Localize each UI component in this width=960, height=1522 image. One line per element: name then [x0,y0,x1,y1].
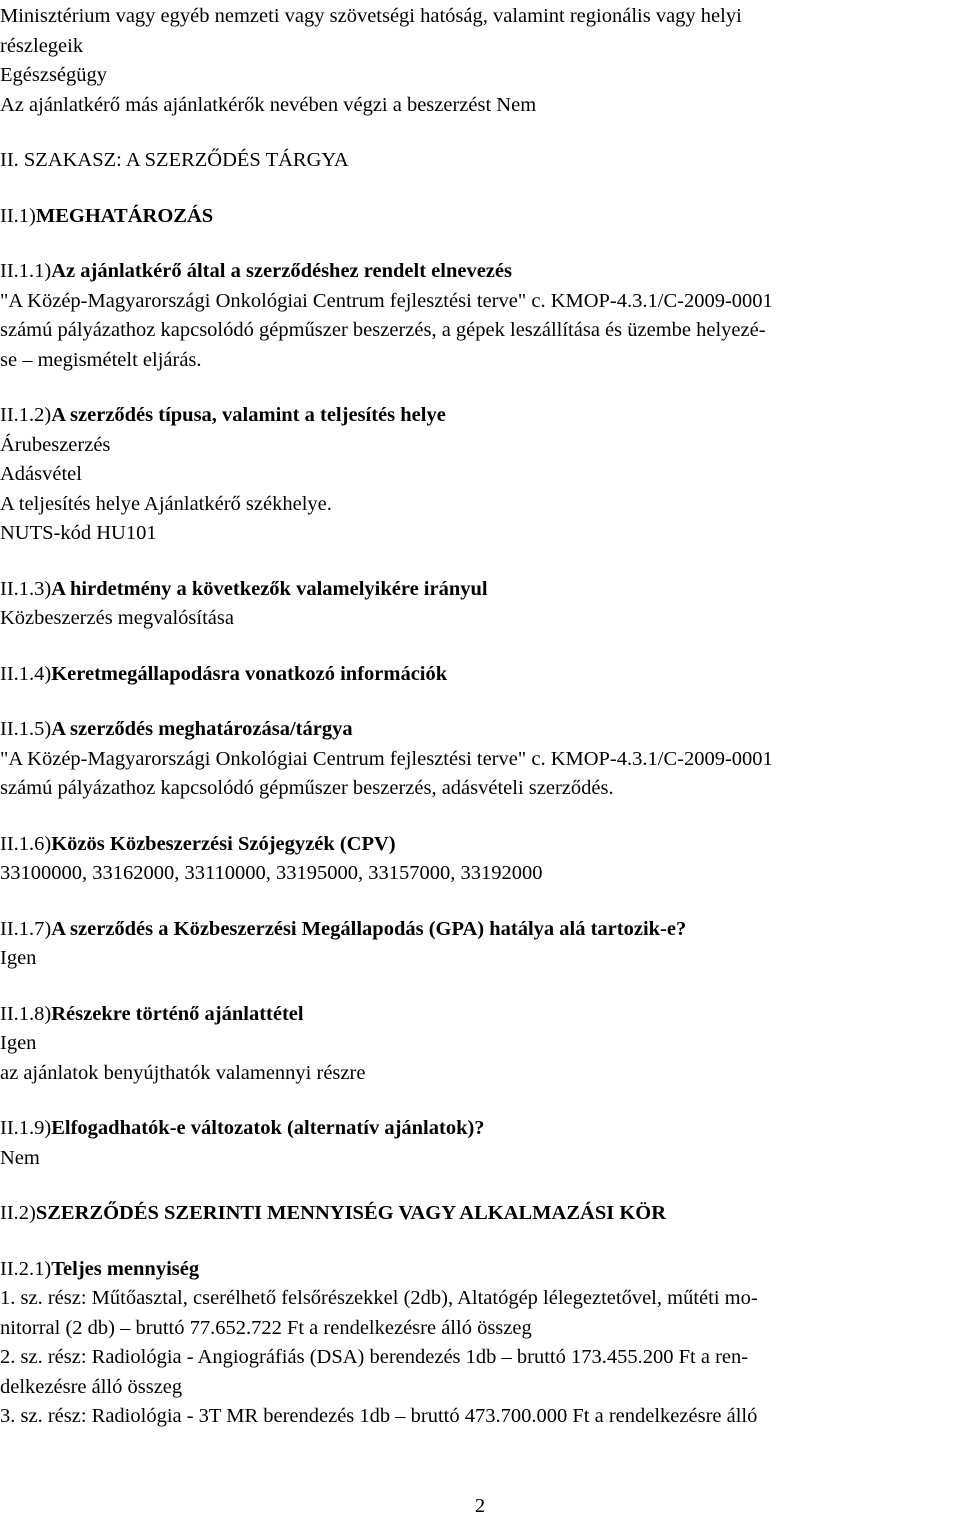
body-line: 1. sz. rész: Műtőasztal, cserélhető felsőrészekkel (2db), Altatógép lélegeztetővel, műtéti mo- [0,1287,758,1309]
heading-ii-1-9 [0,1114,958,1144]
header-line: Egészségügy [0,64,108,86]
body-line: "A Közép-Magyarországi Onkológiai Centrum fejlesztési terve" c. KMOP-4.3.1/C-2009-0001 [0,747,773,770]
heading-number: II.1.1) [0,260,52,282]
heading-title: SZERZŐDÉS SZERINTI MENNYISÉG VAGY ALKALMAZÁSI KÖR [35,1202,667,1224]
heading-ii-1-2 [0,401,958,431]
heading-title: Elfogadhatók-e változatok (alternatív ajánlatok)? [51,1117,485,1139]
document-page [0,2,958,1432]
body-line: A teljesítés helye Ajánlatkérő székhelye. [0,492,332,515]
heading-number: II.1.9) [0,1117,52,1139]
heading-number: II.1.8) [0,1002,52,1025]
heading-title: Az ajánlatkérő által a szerződéshez rendelt elnevezés [51,260,512,282]
heading-ii-1-1 [0,257,958,287]
header-line: Az ajánlatkérő más ajánlatkérők nevében végzi a beszerzést Nem [0,93,537,116]
heading-title: Részekre történő ajánlattétel [51,1002,304,1025]
body-line: Igen [0,947,37,969]
heading-title: MEGHATÁROZÁS [35,204,214,227]
heading-number: II.2) [0,1202,36,1224]
body-line: se – megismételt eljárás. [0,348,202,371]
body-line: "A Közép-Magyarországi Onkológiai Centrum fejlesztési terve" c. KMOP-4.3.1/C-2009-0001 [0,289,773,312]
heading-title: A szerződés meghatározása/tárgya [51,718,353,740]
heading-number: II.1.2) [0,404,52,426]
header-line: Minisztérium vagy egyéb nemzeti vagy szövetségi hatóság, valamint regionális vagy helyi [0,5,742,27]
heading-title: A hirdetmény a következők valamelyikére irányul [51,577,488,600]
heading-number: II.1.7) [0,917,52,940]
body-line: 2. sz. rész: Radiológia - Angiográfiás (DSA) berendezés 1db – bruttó 173.455.200 Ft a ren- [0,1346,749,1368]
section-title: II. SZAKASZ: A SZERZŐDÉS TÁRGYA [0,149,349,171]
heading-title: Keretmegállapodásra vonatkozó információk [51,662,448,685]
body-line: számú pályázathoz kapcsolódó gépműszer beszerzés, adásvételi szerződés. [0,777,614,799]
body-line: NUTS-kód HU101 [0,522,157,544]
body-line: Nem [0,1146,40,1169]
body-line: nitorral (2 db) – bruttó 77.652.722 Ft a rendelkezésre álló összeg [0,1316,532,1339]
heading-number: II.2.1) [0,1257,52,1280]
heading-ii-1-5 [0,715,958,745]
heading-number: II.1.3) [0,577,52,600]
body-line: delkezésre álló összeg [0,1375,183,1398]
heading-ii-2 [0,1199,958,1229]
cpv-codes: 33100000, 33162000, 33110000, 33195000, 33157000, 33192000 [0,862,543,884]
body-line: az ajánlatok benyújthatók valamennyi részre [0,1061,366,1084]
page-number: 2 [474,1495,486,1517]
body-line: Adásvétel [0,463,82,485]
body-line: Árubeszerzés [0,433,111,456]
body-line: számú pályázathoz kapcsolódó gépműszer beszerzés, a gépek leszállítása és üzembe helyezé- [0,319,766,341]
heading-ii-1-7 [0,915,958,945]
heading-title: A szerződés a Közbeszerzési Megállapodás (GPA) hatálya alá tartozik-e? [51,917,687,940]
header-line: részlegeik [0,34,84,57]
heading-title: Közös Közbeszerzési Szójegyzék (CPV) [51,832,396,855]
body-line: 3. sz. rész: Radiológia - 3T MR berendezés 1db – bruttó 473.700.000 Ft a rendelkezésre álló [0,1405,758,1427]
heading-number: II.1) [0,204,36,227]
heading-ii-1-4 [0,660,958,690]
body-line: Közbeszerzés megvalósítása [0,607,234,629]
heading-title: Teljes mennyiség [51,1257,200,1280]
heading-title: A szerződés típusa, valamint a teljesítés helye [51,404,446,426]
heading-number: II.1.6) [0,832,52,855]
heading-ii-1-6 [0,830,958,860]
body-line: Igen [0,1032,37,1054]
heading-ii-1-3 [0,575,958,605]
heading-ii-2-1 [0,1255,958,1285]
heading-number: II.1.5) [0,718,52,740]
heading-ii-1-8 [0,1000,958,1030]
heading-ii-1 [0,202,958,232]
heading-number: II.1.4) [0,662,52,685]
